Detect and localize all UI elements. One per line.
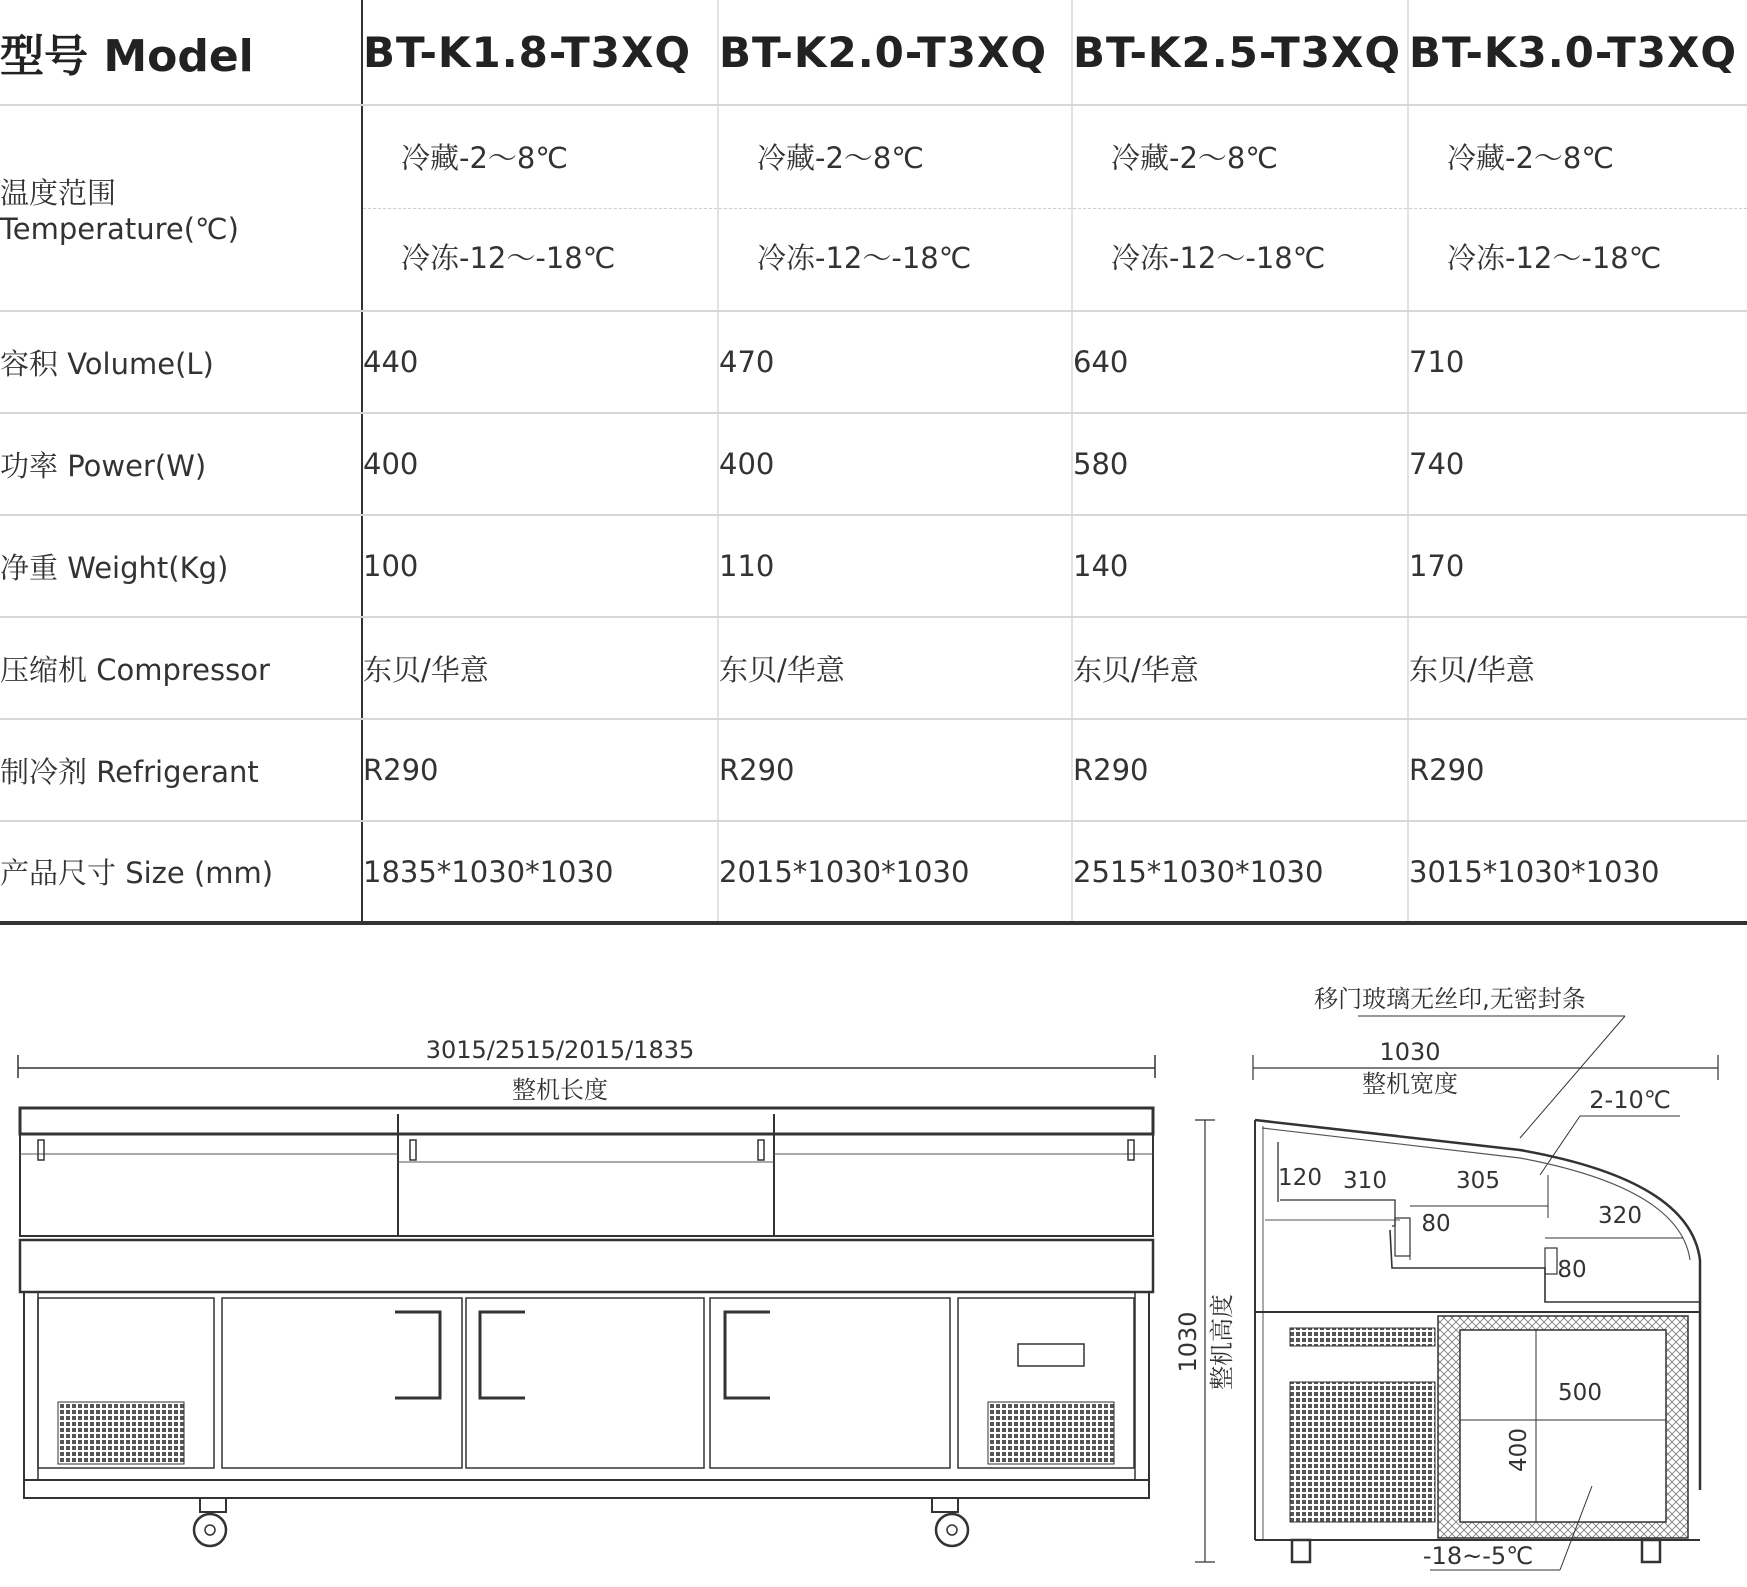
freeze-range: 冷冻-12～-18℃ xyxy=(757,240,972,275)
cell-value: R290 xyxy=(362,719,718,821)
cell-value: 710 xyxy=(1408,311,1747,413)
cell-value: 110 xyxy=(718,515,1072,617)
model-name: BT-K2.5-T3XQ xyxy=(1072,0,1408,105)
side-view xyxy=(1174,985,1718,1570)
dim-320: 320 xyxy=(1598,1203,1642,1229)
dim-80-upper: 80 xyxy=(1421,1211,1451,1237)
height-value: 1030 xyxy=(1174,1311,1202,1373)
cold-range: 冷藏-2～8℃ xyxy=(719,109,1071,209)
row-label: 制冷剂 Refrigerant xyxy=(0,719,362,821)
width-label: 整机宽度 xyxy=(1362,1070,1458,1098)
dim-500: 500 xyxy=(1558,1380,1602,1406)
header-row xyxy=(0,0,1747,105)
table-row xyxy=(0,311,1747,413)
height-label: 整机高度 xyxy=(1208,1294,1236,1390)
cell-value: 东贝/华意 xyxy=(1072,617,1408,719)
caster-icon xyxy=(1642,1540,1660,1562)
cell-value: 640 xyxy=(1072,311,1408,413)
row-label: 容积 Volume(L) xyxy=(0,311,362,413)
freeze-range: 冷冻-12～-18℃ xyxy=(1111,240,1326,275)
cell-value: 100 xyxy=(362,515,718,617)
cell-value: 东贝/华意 xyxy=(718,617,1072,719)
temperature-cell xyxy=(362,105,718,311)
temperature-row xyxy=(0,105,1747,311)
cell-value: 140 xyxy=(1072,515,1408,617)
cold-range: 冷藏-2～8℃ xyxy=(1409,109,1747,209)
cold-range: 冷藏-2～8℃ xyxy=(363,109,717,209)
table-row xyxy=(0,617,1747,719)
dim-310: 310 xyxy=(1343,1168,1387,1194)
temperature-cell xyxy=(1072,105,1408,311)
drawings-svg xyxy=(0,930,1747,1583)
caster-icon xyxy=(194,1498,226,1546)
lower-temp: -18~-5℃ xyxy=(1422,1542,1534,1570)
model-name: BT-K2.0-T3XQ xyxy=(718,0,1072,105)
cell-value: R290 xyxy=(1072,719,1408,821)
table-row xyxy=(0,515,1747,617)
glass-door-note: 移门玻璃无丝印,无密封条 xyxy=(1314,985,1586,1013)
dim-80-lower: 80 xyxy=(1557,1257,1587,1283)
model-name: BT-K1.8-T3XQ xyxy=(362,0,718,105)
dim-400: 400 xyxy=(1506,1428,1532,1472)
table-row xyxy=(0,413,1747,515)
cell-value: 170 xyxy=(1408,515,1747,617)
cell-value: 400 xyxy=(718,413,1072,515)
cell-value: 1835*1030*1030 xyxy=(362,821,718,923)
row-label: 压缩机 Compressor xyxy=(0,617,362,719)
temperature-label: 温度范围 Temperature(℃) xyxy=(0,105,362,311)
row-label: 产品尺寸 Size (mm) xyxy=(0,821,362,923)
technical-drawings xyxy=(0,930,1747,1583)
table-row xyxy=(0,821,1747,923)
freeze-range: 冷冻-12～-18℃ xyxy=(1447,240,1662,275)
temperature-cell xyxy=(718,105,1072,311)
header-model-label: 型号 Model xyxy=(0,0,362,105)
upper-temp: 2-10℃ xyxy=(1589,1086,1671,1114)
width-value: 1030 xyxy=(1379,1038,1441,1066)
temperature-cell xyxy=(1408,105,1747,311)
cell-value: 3015*1030*1030 xyxy=(1408,821,1747,923)
caster-icon xyxy=(932,1498,968,1546)
cell-value: 580 xyxy=(1072,413,1408,515)
row-label: 净重 Weight(Kg) xyxy=(0,515,362,617)
cell-value: R290 xyxy=(718,719,1072,821)
front-length-value: 3015/2515/2015/1835 xyxy=(425,1036,695,1064)
freeze-range: 冷冻-12～-18℃ xyxy=(401,240,616,275)
cold-range: 冷藏-2～8℃ xyxy=(1073,109,1407,209)
cell-value: 440 xyxy=(362,311,718,413)
cell-value: 2515*1030*1030 xyxy=(1072,821,1408,923)
cell-value: 470 xyxy=(718,311,1072,413)
cell-value: R290 xyxy=(1408,719,1747,821)
cell-value: 东贝/华意 xyxy=(1408,617,1747,719)
cell-value: 740 xyxy=(1408,413,1747,515)
front-view xyxy=(18,1036,1155,1546)
front-length-label: 整机长度 xyxy=(512,1076,608,1104)
dim-120: 120 xyxy=(1278,1165,1322,1191)
cell-value: 2015*1030*1030 xyxy=(718,821,1072,923)
caster-icon xyxy=(1292,1540,1310,1562)
dim-305: 305 xyxy=(1456,1168,1500,1194)
cell-value: 400 xyxy=(362,413,718,515)
row-label: 功率 Power(W) xyxy=(0,413,362,515)
model-name: BT-K3.0-T3XQ xyxy=(1408,0,1747,105)
table-row xyxy=(0,719,1747,821)
cell-value: 东贝/华意 xyxy=(362,617,718,719)
